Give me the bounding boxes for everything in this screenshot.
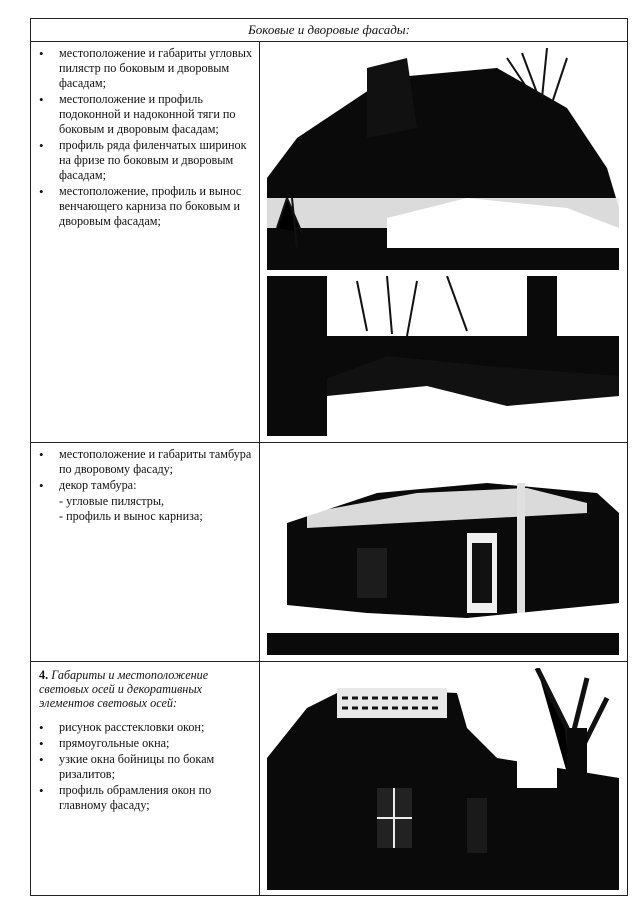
photo-vestibule: [267, 453, 619, 655]
bullet-list: [37, 447, 253, 493]
table-row: [31, 42, 627, 443]
bullet-list: [37, 720, 253, 813]
sub-item: - угловые пилястры,: [59, 494, 165, 508]
list-item: • профиль ряда филенчатых ширинок на фризе по боковым и дворовым фасадам;: [37, 138, 253, 183]
document-table: [30, 18, 628, 896]
list-item: • рисунок расстекловки окон;: [37, 720, 253, 735]
list-item: • местоположение и габариты тамбура по дворовому фасаду;: [37, 447, 253, 477]
list-item: • местоположение и профиль подоконной и надоконной тяги по боковым и дворовым фасадам;: [37, 92, 253, 137]
table-row: [31, 443, 627, 662]
text-cell: [31, 662, 260, 896]
list-item: • прямоугольные окна;: [37, 736, 253, 751]
list-item: • узкие окна бойницы по бокам ризалитов;: [37, 752, 253, 782]
list-item: • местоположение и габариты угловых пилястр по боковым и дворовым фасадам;: [37, 46, 253, 91]
table-header: Боковые и дворовые фасады:: [31, 19, 627, 42]
list-item: • декор тамбура:: [37, 478, 253, 493]
text-cell: [31, 42, 260, 442]
photo-window-axes: [267, 668, 619, 890]
sub-list: [37, 494, 253, 524]
section-number: 4.: [39, 668, 49, 682]
section-title-text: Габариты и местоположение световых осей и декоративных элементов световых осей:: [39, 668, 209, 710]
photo-side-facade: [267, 48, 619, 270]
table-row: [31, 662, 627, 896]
bullet-list: [37, 46, 253, 229]
text-cell: [31, 443, 260, 661]
sub-item: - профиль и вынос карниза;: [59, 509, 203, 523]
photo-yard-facade: [267, 276, 619, 436]
photo-cell: [261, 443, 627, 661]
photo-cell: [261, 42, 627, 442]
list-item: • профиль обрамления окон по главному фасаду;: [37, 783, 253, 813]
list-item: • местоположение, профиль и вынос венчающего карниза по боковым и дворовым фасадам;: [37, 184, 253, 229]
section-title: [39, 668, 253, 710]
photo-cell: [261, 662, 627, 896]
